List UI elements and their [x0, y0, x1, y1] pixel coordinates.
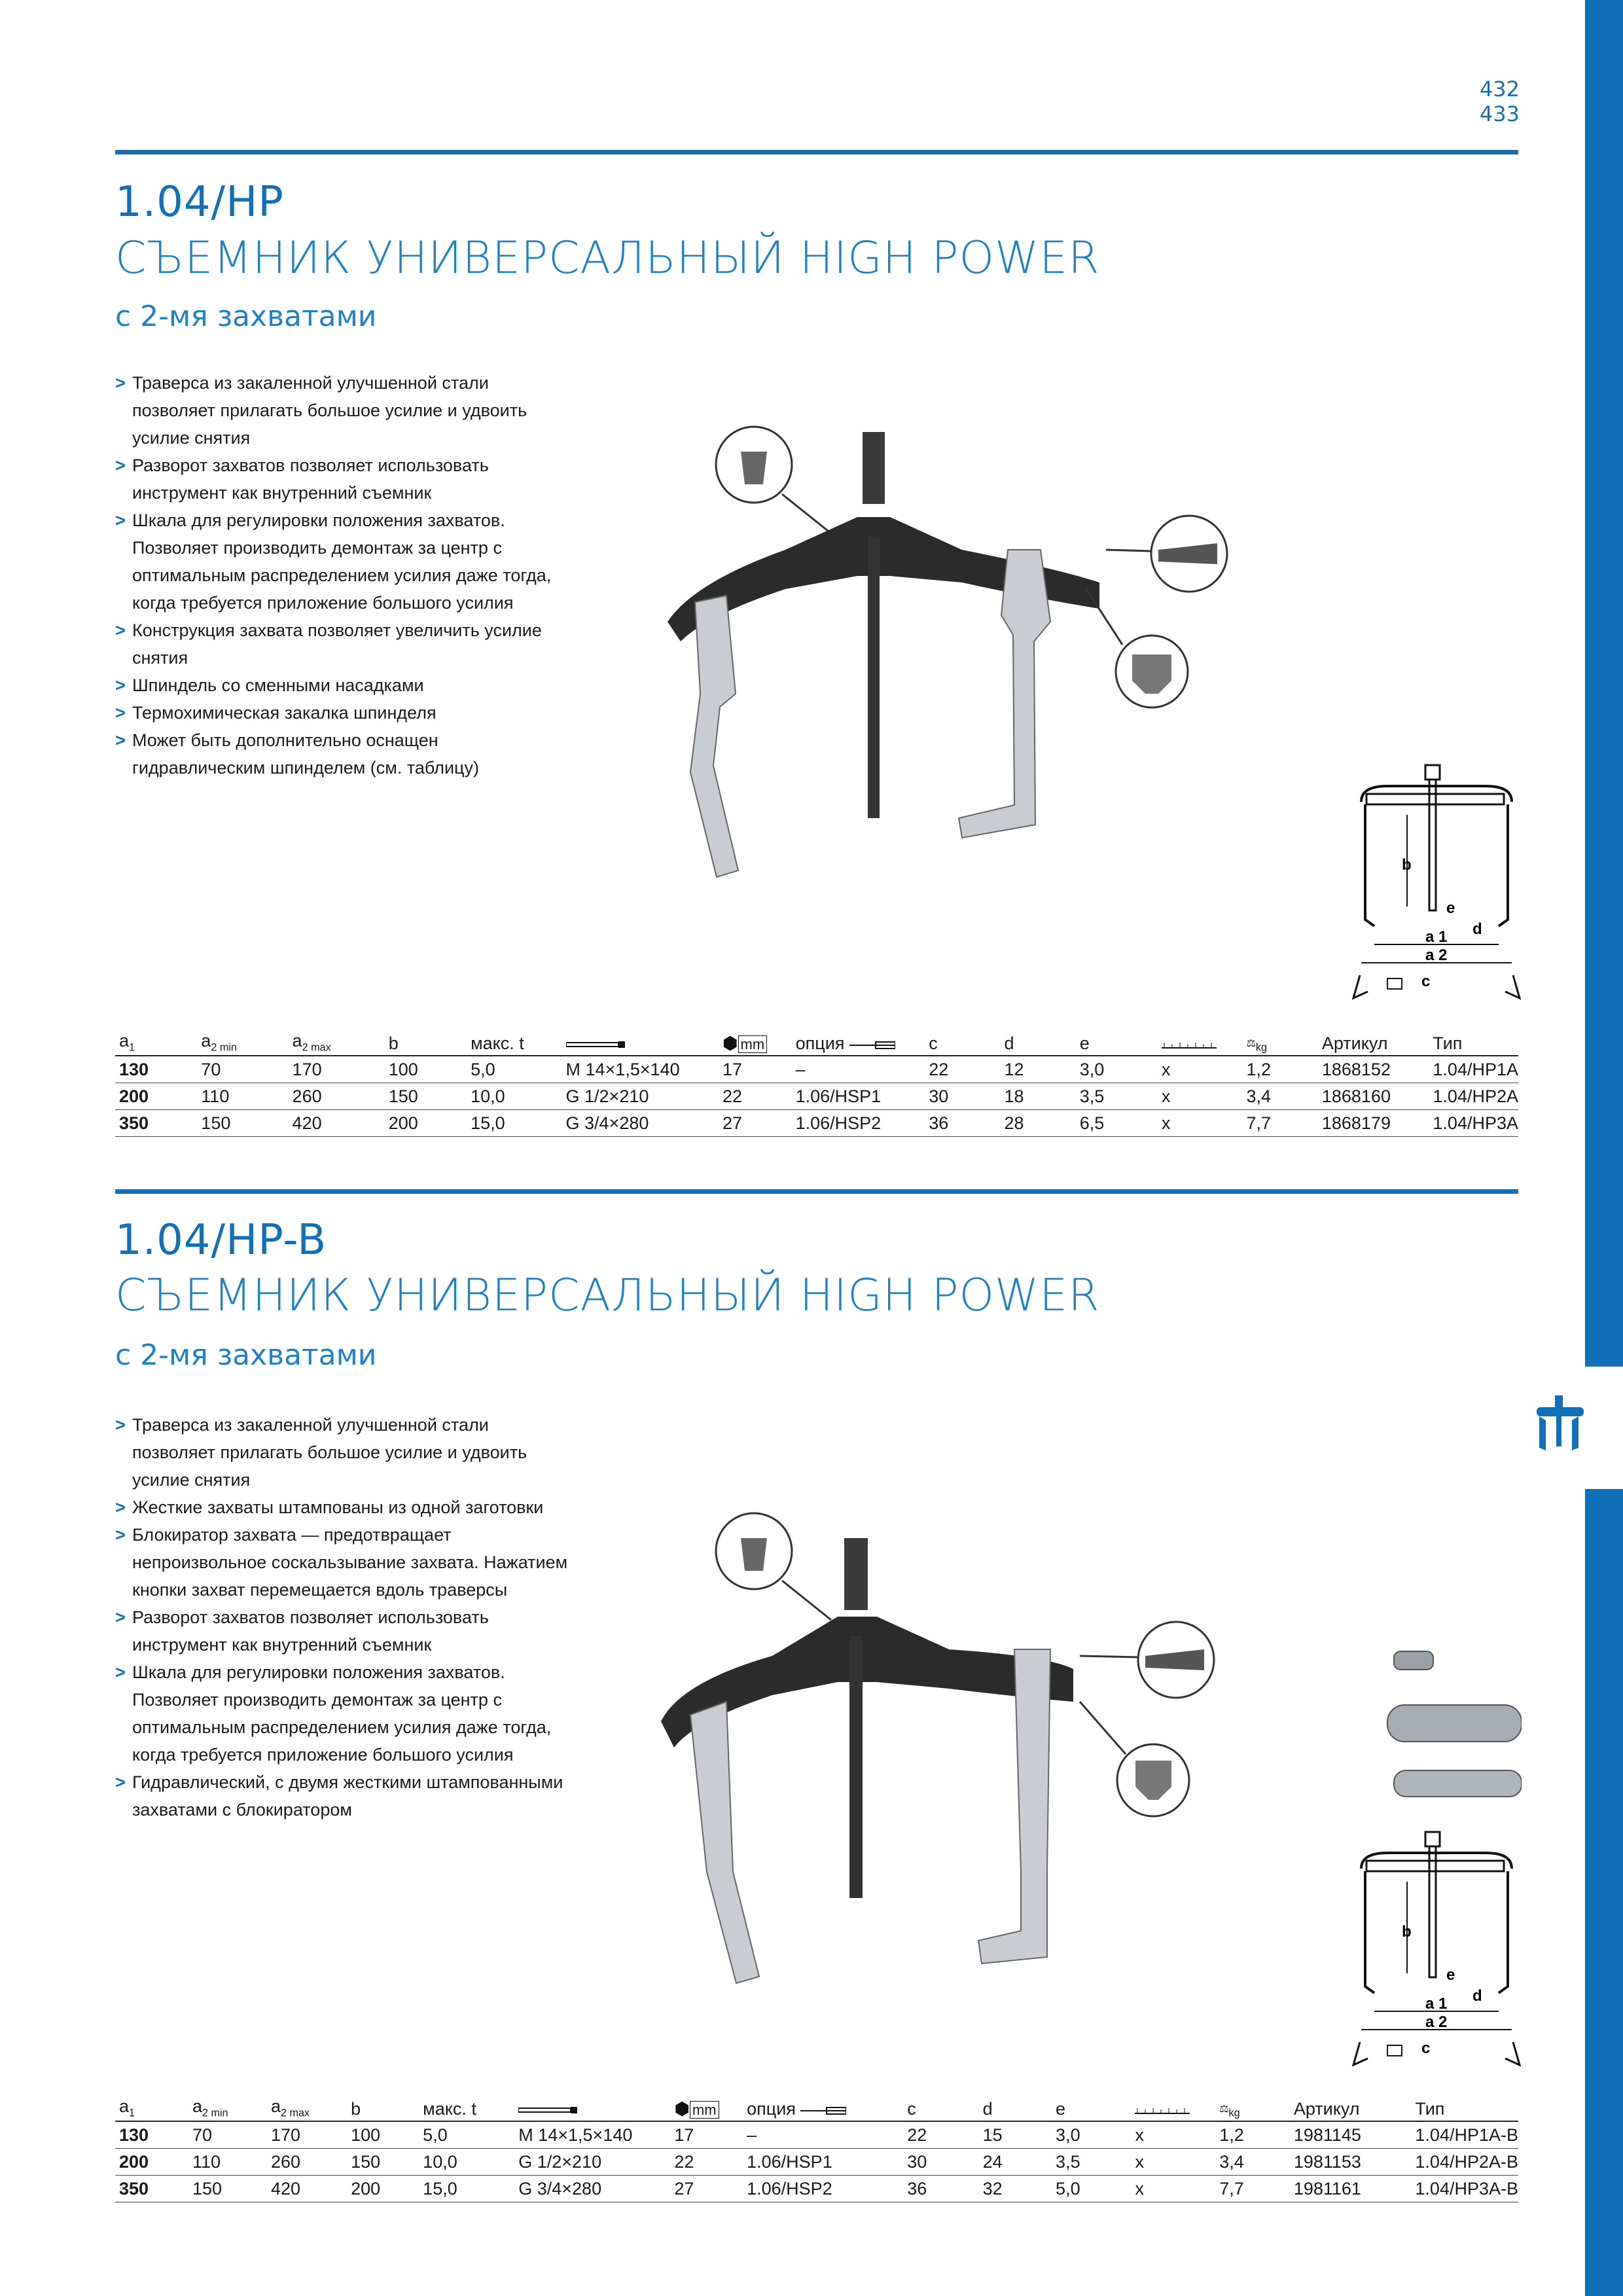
- section-1-subtitle: с 2-мя захватами: [115, 300, 377, 333]
- dimension-diagram-2: [1348, 1829, 1525, 2072]
- feature-item: > Термохимическая закалка шпинделя: [115, 703, 437, 723]
- scale-icon: [1130, 2094, 1214, 2121]
- col-option: опция: [741, 2094, 902, 2121]
- col-d: d: [999, 1029, 1074, 1056]
- feature-item: > Блокиратор захвата — предотвращает непроизвольное соскальзывание захвата. Нажатием кнопки захват перемещается вдоль траверсы: [115, 1525, 568, 1600]
- section-2-title: СЪЕМНИК УНИВЕРСАЛЬНЫЙ HIGH POWER: [115, 1270, 1100, 1321]
- col-e: e: [1050, 2094, 1130, 2121]
- table-row: 350 150 420 200 15,0 G 3/4×280 27 1.06/HSP2 36 28 6,5 x 7,7 1868179 1.04/HP3A: [115, 1110, 1518, 1137]
- dim-label-a2: a 2: [1425, 2013, 1448, 2031]
- section-1-code: 1.04/HP: [115, 178, 284, 226]
- dim-label-d: d: [1472, 920, 1482, 938]
- feature-item: > Жесткие захваты штампованы из одной заготовки: [115, 1498, 544, 1517]
- section-1-feature-list: [115, 369, 573, 781]
- section-2-subtitle: с 2-мя захватами: [115, 1338, 377, 1372]
- dim-label-a2: a 2: [1425, 946, 1448, 964]
- weight-icon: $⚖_{kg}$: [1214, 2094, 1289, 2121]
- dim-label-c: c: [1421, 2039, 1431, 2057]
- table-row: 200 110 260 150 10,0 G 1/2×210 22 1.06/HSP1 30 18 3,5 x 3,4 1868160 1.04/HP2A: [115, 1083, 1518, 1110]
- sidebar-bar-bottom: [1585, 1489, 1623, 2296]
- scale-icon: [1156, 1029, 1241, 1056]
- feature-item: > Траверса из закаленной улучшенной стали позволяет прилагать большое усилие и удвоить усилие снятия: [115, 1415, 527, 1490]
- col-max-t: макс. t: [465, 1029, 560, 1056]
- section-2-feature-list: [115, 1411, 573, 1823]
- page-number-right: 433: [1479, 101, 1520, 126]
- table-row: 130 70 170 100 5,0 M 14×1,5×140 17 – 22 15 3,0 x 1,2 1981145 1.04/HP1A-B: [115, 2121, 1518, 2149]
- col-a2max: $a_{2 max}$: [266, 2094, 346, 2121]
- col-hex-mm: ⬢ mm: [669, 2094, 741, 2121]
- col-c: c: [923, 1029, 999, 1056]
- table-header-row: [115, 2094, 1518, 2121]
- col-a1: $a_1$: [115, 2094, 187, 2121]
- dim-label-e: e: [1446, 899, 1455, 917]
- hex-icon: ⬢: [674, 2099, 690, 2119]
- col-e: e: [1075, 1029, 1156, 1056]
- puller-photo-1: [654, 419, 1243, 890]
- feature-item: > Шкала для регулировки положения захватов. Позволяет производить демонтаж за центр с оптимальным распределением усилия даже тогда, когда требуется приложение большого усилия: [115, 1662, 552, 1765]
- thread-icon: [513, 2094, 669, 2121]
- dim-label-b: b: [1402, 1923, 1412, 1941]
- dim-label-a1: a 1: [1425, 928, 1448, 946]
- thread-icon: [561, 1029, 717, 1056]
- col-article: Артикул: [1317, 1029, 1428, 1056]
- sidebar-bar-top: [1585, 0, 1623, 1367]
- dim-label-a1: a 1: [1425, 1995, 1448, 2013]
- hydraulic-spindle-photos: [1381, 1646, 1522, 1803]
- col-b: b: [346, 2094, 418, 2121]
- weight-icon: $⚖_{kg}$: [1241, 1029, 1317, 1056]
- table-header-row: [115, 1029, 1518, 1056]
- feature-item: > Конструкция захвата позволяет увеличить усилие снятия: [115, 620, 542, 668]
- feature-item: > Разворот захватов позволяет использовать инструмент как внутренний съемник: [115, 456, 489, 503]
- section-1-title: СЪЕМНИК УНИВЕРСАЛЬНЫЙ HIGH POWER: [115, 232, 1100, 284]
- hex-icon: ⬢: [722, 1033, 738, 1053]
- feature-item: > Шкала для регулировки положения захватов. Позволяет производить демонтаж за центр с оптимальным распределением усилия даже тогда, когда требуется приложение большого усилия: [115, 511, 552, 613]
- col-d: d: [978, 2094, 1050, 2121]
- dimension-diagram-1: [1348, 762, 1525, 1005]
- col-a1: $a_1$: [115, 1029, 196, 1056]
- section-2-code: 1.04/HP-B: [115, 1216, 327, 1265]
- section-2-top-rule: [115, 1189, 1518, 1194]
- col-a2min: $a_{2 min}$: [187, 2094, 266, 2121]
- col-c: c: [902, 2094, 977, 2121]
- table-row: 350 150 420 200 15,0 G 3/4×280 27 1.06/HSP2 36 32 5,0 x 7,7 1981161 1.04/HP3A-B: [115, 2176, 1518, 2202]
- feature-item: > Траверса из закаленной улучшенной стали позволяет прилагать большое усилие и удвоить усилие снятия: [115, 373, 527, 448]
- dim-label-e: e: [1446, 1966, 1455, 1984]
- dim-label-d: d: [1472, 1987, 1482, 2005]
- puller-category-icon: [1531, 1388, 1623, 1466]
- col-type: Тип: [1427, 1029, 1518, 1056]
- col-a2max: $a_{2 max}$: [287, 1029, 383, 1056]
- section-2-spec-table: [115, 2094, 1518, 2202]
- table-row: 200 110 260 150 10,0 G 1/2×210 22 1.06/HSP1 30 24 3,5 x 3,4 1981153 1.04/HP2A-B: [115, 2149, 1518, 2176]
- feature-item: > Шпиндель со сменными насадками: [115, 675, 424, 695]
- section-1-top-rule: [115, 150, 1518, 154]
- col-a2min: $a_{2 min}$: [196, 1029, 287, 1056]
- table-row: 130 70 170 100 5,0 M 14×1,5×140 17 – 22 12 3,0 x 1,2 1868152 1.04/HP1A: [115, 1056, 1518, 1083]
- section-1-spec-table: [115, 1029, 1518, 1137]
- col-option: опция: [791, 1029, 924, 1056]
- feature-item: > Может быть дополнительно оснащен гидравлическим шпинделем (см. таблицу): [115, 730, 479, 778]
- feature-item: > Гидравлический, с двумя жесткими штампованными захватами с блокиратором: [115, 1772, 563, 1820]
- puller-photo-2: [654, 1505, 1243, 2003]
- feature-item: > Разворот захватов позволяет использовать инструмент как внутренний съемник: [115, 1607, 489, 1655]
- col-b: b: [383, 1029, 465, 1056]
- col-type: Тип: [1410, 2094, 1518, 2121]
- col-hex-mm: ⬢ mm: [717, 1029, 791, 1056]
- dim-label-c: c: [1421, 973, 1431, 990]
- col-article: Артикул: [1289, 2094, 1410, 2121]
- dim-label-b: b: [1402, 856, 1412, 874]
- page-number-left: 432: [1479, 77, 1520, 101]
- col-max-t: макс. t: [418, 2094, 513, 2121]
